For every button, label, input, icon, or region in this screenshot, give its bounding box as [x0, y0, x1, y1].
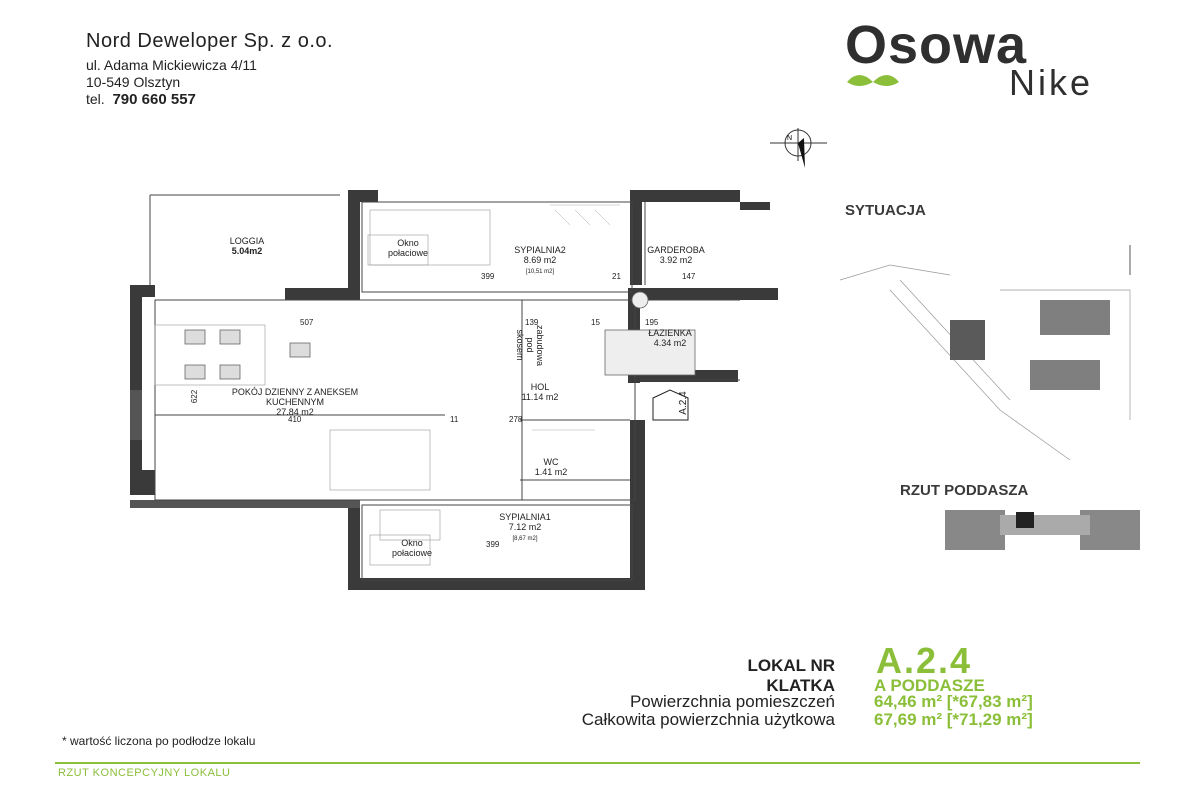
built-in-label: zabudowa pod skosem — [515, 325, 545, 367]
calk-value: 67,69 m² [*71,29 m²] — [874, 710, 1033, 729]
tel-label: tel. — [86, 91, 105, 107]
room-bathroom-area: 4.34 m2 — [653, 338, 687, 348]
room-wardrobe-name: GARDEROBA — [647, 245, 705, 255]
compass-icon — [765, 126, 835, 176]
room-wardrobe-area: 3.92 m2 — [659, 255, 693, 265]
room-hall-name: HOL — [530, 382, 550, 392]
lokal-value: A.2.4 — [876, 640, 973, 681]
room-bathroom — [630, 328, 710, 348]
dim-507: 507 — [300, 318, 314, 327]
room-hall-area: 11.14 m2 — [521, 392, 559, 402]
room-living — [220, 387, 370, 417]
klatka-value: A PODDASZE — [874, 676, 985, 695]
room-loggia — [212, 236, 282, 256]
calk-label: Całkowita powierzchnia użytkowa — [581, 710, 835, 729]
dim-139: 139 — [525, 318, 539, 327]
room-living-area: 27.84 m2 — [276, 407, 314, 417]
situation-heading: SYTUACJA — [845, 202, 926, 219]
room-bedroom2-name: SYPIALNIA2 — [514, 245, 566, 255]
room-wc — [526, 457, 576, 477]
room-loggia-area: 5.04m2 — [231, 246, 263, 256]
room-wc-name: WC — [543, 457, 559, 467]
room-bedroom1-name: SYPIALNIA1 — [499, 512, 551, 522]
floor-heading: RZUT PODDASZA — [900, 482, 1029, 499]
dim-399a: 399 — [481, 272, 495, 281]
osowa-nike-logo — [845, 15, 1145, 103]
logo-word-nike: Nike — [1009, 62, 1094, 103]
klatka-label: KLATKA — [766, 676, 835, 695]
dim-410: 410 — [288, 415, 302, 424]
company-header — [86, 30, 333, 108]
dim-147: 147 — [682, 272, 696, 281]
svg-text:N: N — [787, 135, 793, 142]
site-map — [830, 220, 1150, 470]
room-bedroom2 — [495, 245, 585, 277]
dim-622: 622 — [190, 389, 200, 404]
room-wardrobe — [636, 245, 716, 265]
pow-value: 64,46 m² [*67,83 m²] — [874, 692, 1033, 711]
room-bedroom2-floor-area: [10,51 m2] — [525, 269, 555, 275]
dim-278: 278 — [509, 415, 523, 424]
window-label-2: Okno połaciowe — [391, 538, 433, 558]
dim-399b: 399 — [486, 540, 500, 549]
room-loggia-name: LOGGIA — [229, 236, 265, 246]
dim-195: 195 — [645, 318, 659, 327]
footer-text: RZUT KONCEPCYJNY LOKALU — [58, 767, 231, 779]
room-hall — [505, 382, 575, 402]
room-bedroom1-floor-area: [8,67 m2] — [512, 536, 538, 542]
tel-number: 790 660 557 — [112, 91, 196, 108]
room-bedroom2-area: 8.69 m2 — [523, 255, 557, 265]
dim-21: 21 — [612, 272, 621, 281]
company-name: Nord Deweloper Sp. z o.o. — [86, 30, 334, 52]
pow-label: Powierzchnia pomieszczeń — [629, 692, 835, 711]
footnote: * wartość liczona po podłodze lokalu — [62, 734, 256, 748]
dim-15: 15 — [591, 318, 600, 327]
unit-tag: A.2.4 — [678, 391, 689, 415]
lokal-label: LOKAL NR — [747, 656, 835, 675]
room-living-name: POKÓJ DZIENNY Z ANEKSEM KUCHENNYM — [231, 387, 359, 407]
room-bathroom-name: ŁAZIENKA — [648, 328, 692, 338]
company-address: ul. Adama Mickiewicza 4/11 — [86, 57, 257, 73]
dim-11: 11 — [450, 415, 459, 424]
company-city: 10-549 Olsztyn — [86, 74, 181, 90]
company-phone — [86, 91, 333, 108]
logo-word-osowa: Osowa — [845, 15, 1028, 75]
room-wc-area: 1.41 m2 — [534, 467, 568, 477]
room-bedroom1-area: 7.12 m2 — [508, 522, 542, 532]
window-label: Okno połaciowe — [387, 238, 429, 258]
floor-miniature — [940, 500, 1150, 560]
footer-divider — [55, 762, 1140, 764]
